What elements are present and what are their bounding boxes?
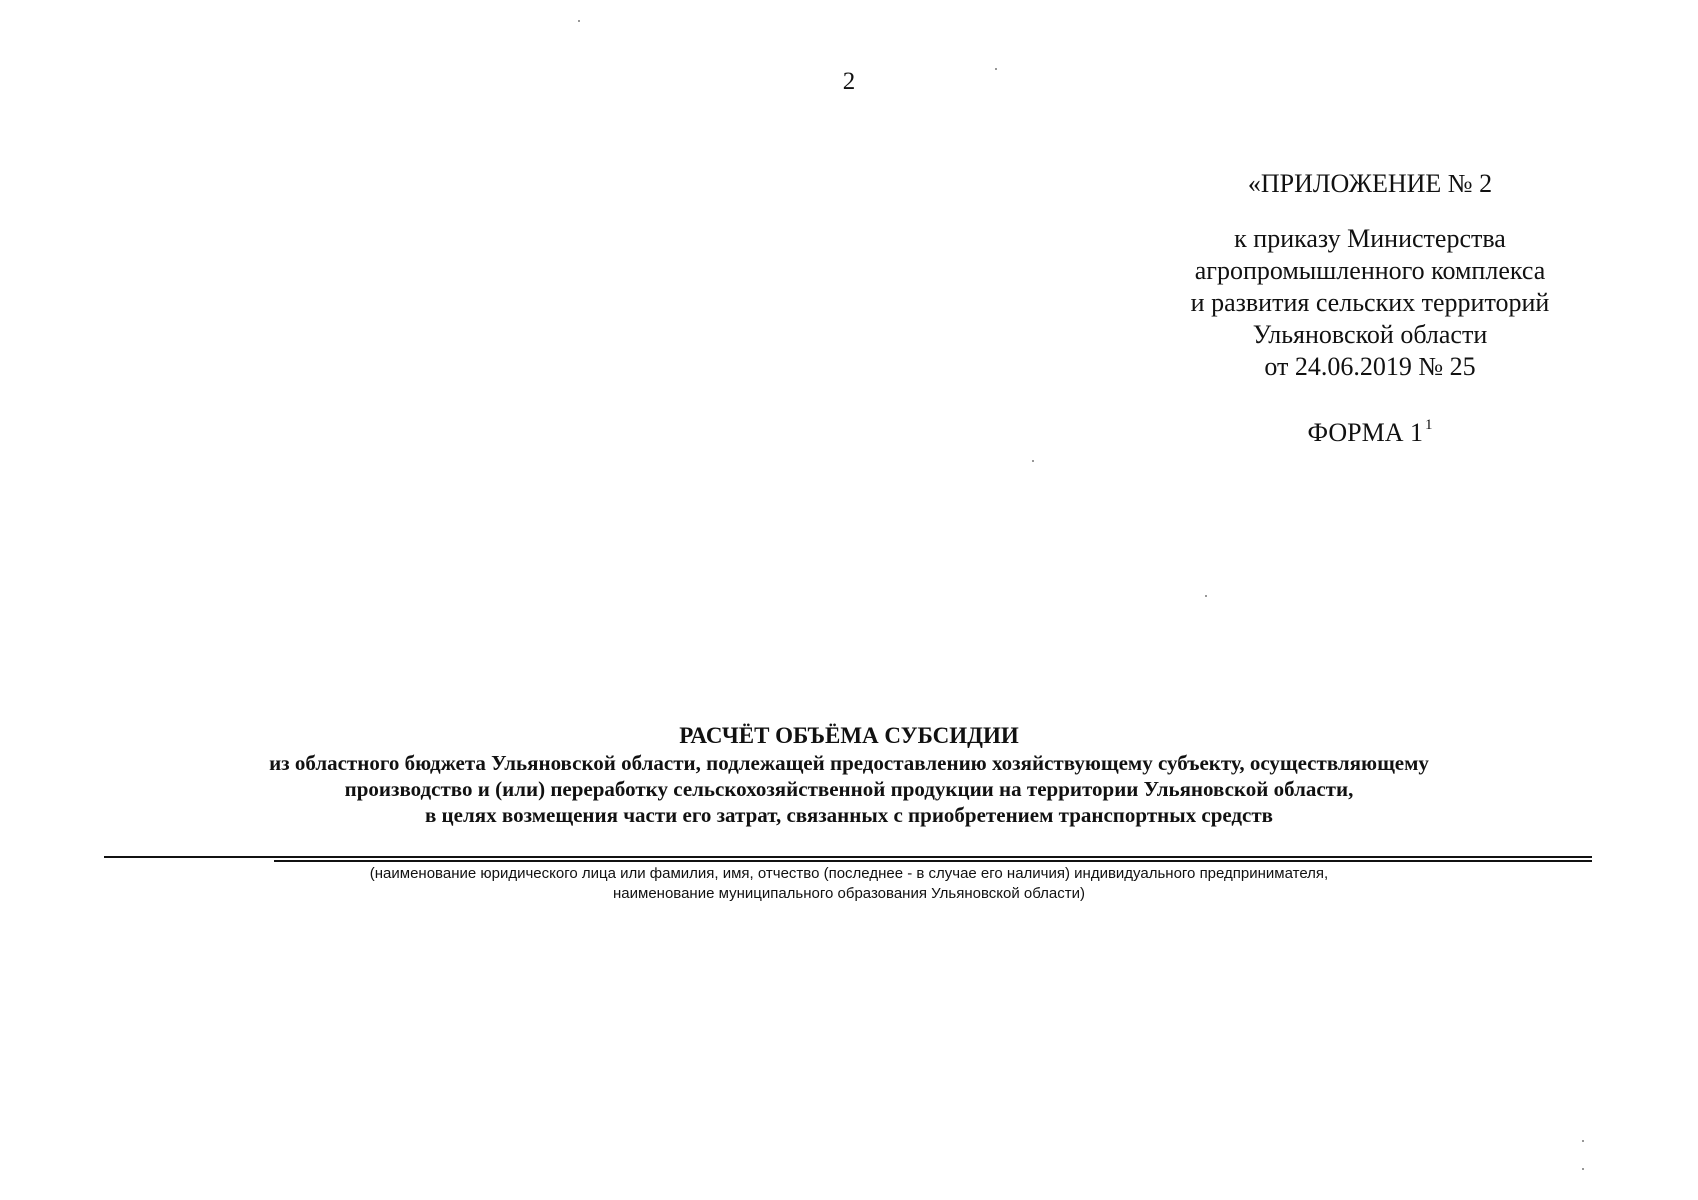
caption-line: (наименование юридического лица или фамилия, имя, отчество (последнее - в случае его наличия) индивидуального предпринимателя,	[369, 865, 1329, 882]
form-footnote-mark: 1	[1425, 417, 1433, 433]
heading-line: в целях возмещения части его затрат, связанных с приобретением транспортных средств	[424, 803, 1274, 827]
heading-title: РАСЧЁТ ОБЪЁМА СУБСИДИИ	[679, 723, 1019, 748]
form-label	[1130, 409, 1610, 449]
heading-line: из областного бюджета Ульяновской области, подлежащей предоставлению хозяйствующему субъекту, осуществляющему	[269, 751, 1429, 775]
fill-in-line	[104, 856, 1592, 858]
appendix-block	[1130, 168, 1610, 449]
scan-speck	[1582, 1140, 1584, 1142]
form-label-text: ФОРМА 1	[1307, 418, 1423, 447]
appendix-line: агропромышленного комплекса	[1194, 256, 1546, 285]
scan-speck	[578, 20, 580, 22]
scan-speck	[995, 68, 997, 70]
scan-speck	[1205, 595, 1207, 597]
appendix-line: и развития сельских территорий	[1190, 288, 1550, 317]
scan-speck	[1032, 460, 1034, 462]
page-number: 2	[842, 68, 856, 95]
scan-speck	[1582, 1168, 1584, 1170]
document-heading	[0, 722, 1698, 828]
heading-line: производство и (или) переработку сельскохозяйственной продукции на территории Ульяновской области,	[344, 777, 1354, 801]
appendix-line: от 24.06.2019 № 25	[1264, 352, 1476, 381]
caption-line: наименование муниципального образования Ульяновской области)	[613, 885, 1085, 902]
appendix-line: Ульяновской области	[1252, 320, 1488, 349]
fill-in-caption	[0, 864, 1698, 904]
appendix-line: к приказу Министерства	[1234, 224, 1506, 253]
appendix-title: «ПРИЛОЖЕНИЕ № 2	[1247, 169, 1493, 198]
